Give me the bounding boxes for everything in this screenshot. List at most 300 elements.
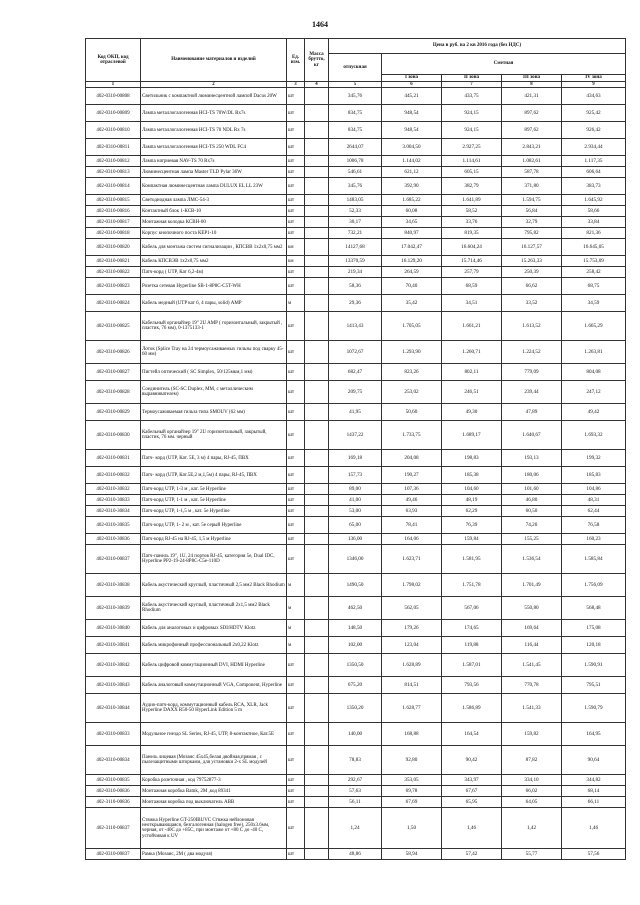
col-index: 8 — [502, 82, 562, 88]
cell-zone2-price: 2.927,25 — [442, 139, 502, 156]
cell-unit: шт — [287, 312, 305, 341]
cell-release-price: 292,67 — [329, 775, 382, 786]
table-row — [86, 797, 626, 808]
cell-mass — [305, 256, 329, 267]
cell-name: Лампа металлогалогенная HCI-TS 70 NDL Rx 7s — [141, 122, 287, 139]
cell-zone4-price: 568,48 — [562, 597, 626, 620]
cell-code: 402-0310-30841 — [86, 637, 141, 654]
cell-name: Лампа металлогалогенная HCI-TS 250 WDL FC4 — [141, 139, 287, 156]
cell-zone1-price: 107,36 — [382, 484, 442, 495]
cell-code: 402-0310-00834 — [86, 746, 141, 775]
cell-zone3-price: 334,10 — [502, 775, 562, 786]
cell-zone3-price: 250,39 — [502, 267, 562, 278]
cell-zone4-price: 344,82 — [562, 775, 626, 786]
cell-release-price: 102,00 — [329, 637, 382, 654]
cell-name: Патч- корд (UTP, Кат.5Е,2 м,1,5м) 4 пары, RJ-45, ПВХ — [141, 467, 287, 484]
table-row — [86, 517, 626, 534]
cell-name: Термоусаживаемая гильза типа SMOUV (62 мм) — [141, 404, 287, 421]
table-row — [86, 597, 626, 620]
cell-name: Кабель для монтажа систем сигнализации , КПСВВ 1х2х0,75 мм2 — [141, 239, 287, 256]
cell-mass — [305, 786, 329, 797]
cell-zone4-price: 1.693,32 — [562, 421, 626, 450]
table-row — [86, 404, 626, 421]
cell-unit: км — [287, 239, 305, 256]
cell-release-price: 1006,78 — [329, 156, 382, 167]
cell-zone1-price: 392,90 — [382, 178, 442, 195]
cell-release-price: 53,00 — [329, 506, 382, 517]
cell-zone4-price: 48,31 — [562, 495, 626, 506]
cell-mass — [305, 122, 329, 139]
cell-zone1-price: 253,02 — [382, 381, 442, 404]
cell-code: 402-0310-00832 — [86, 467, 141, 484]
cell-unit: м — [287, 574, 305, 597]
table-row — [86, 654, 626, 677]
cell-mass — [305, 495, 329, 506]
cell-zone2-price: 1.114,61 — [442, 156, 502, 167]
cell-zone4-price: 2.934,44 — [562, 139, 626, 156]
cell-zone3-price: 101,60 — [502, 484, 562, 495]
table-row — [86, 637, 626, 654]
cell-zone1-price: 948,54 — [382, 105, 442, 122]
cell-zone1-price: 621,12 — [382, 167, 442, 178]
cell-zone1-price: 123,04 — [382, 637, 442, 654]
cell-zone1-price: 168,88 — [382, 723, 442, 746]
cell-zone3-price: 1.640,67 — [502, 421, 562, 450]
cell-zone4-price: 1,46 — [562, 808, 626, 849]
cell-code: 402-0310-30842 — [86, 654, 141, 677]
cell-release-price: 48,86 — [329, 849, 382, 860]
cell-name: Патч- корд (UTP, Кат. 5Е, 3 м) 4 пары, RJ-45, ПВХ — [141, 450, 287, 467]
cell-zone1-price: 34,65 — [382, 217, 442, 228]
cell-release-price: 546,61 — [329, 167, 382, 178]
table-row — [86, 775, 626, 786]
cell-zone2-price: 1.689,17 — [442, 421, 502, 450]
cell-zone2-price: 15.714,46 — [442, 256, 502, 267]
cell-zone1-price: 1.628,77 — [382, 694, 442, 723]
cell-zone3-price: 47,89 — [502, 404, 562, 421]
cell-release-price: 1072,67 — [329, 341, 382, 364]
table-row — [86, 88, 626, 105]
cell-zone3-price: 897,62 — [502, 122, 562, 139]
cell-release-price: 30,17 — [329, 217, 382, 228]
cell-mass — [305, 105, 329, 122]
cell-zone3-price: 155,25 — [502, 534, 562, 545]
cell-zone3-price: 371,80 — [502, 178, 562, 195]
cell-zone1-price: 1.798,02 — [382, 574, 442, 597]
cell-zone1-price: 16.129,20 — [382, 256, 442, 267]
cell-release-price: 1413,43 — [329, 312, 382, 341]
cell-zone2-price: 1,46 — [442, 808, 502, 849]
cell-zone2-price: 90,42 — [442, 746, 502, 775]
cell-name: Светодиодная лампа ЛМС-54-3 — [141, 195, 287, 206]
cell-code: 402-3110-00837 — [86, 808, 141, 849]
cell-unit: шт — [287, 495, 305, 506]
col-index: 4 — [305, 82, 329, 88]
cell-name: Патч-корд ( UTP, Кат 6,2-4м) — [141, 267, 287, 278]
cell-mass — [305, 267, 329, 278]
cell-code: 402-0310-30840 — [86, 620, 141, 637]
table-row — [86, 450, 626, 467]
cell-zone3-price: 421,31 — [502, 88, 562, 105]
table-row — [86, 139, 626, 156]
cell-mass — [305, 278, 329, 295]
cell-name: Рамка (Мозаис, 2М ( два модуля) — [141, 849, 287, 860]
cell-release-price: 29,36 — [329, 295, 382, 312]
cell-release-price: 57,63 — [329, 786, 382, 797]
cell-unit: шт — [287, 654, 305, 677]
header-code: Код ОКП, код отраслевой — [86, 39, 141, 82]
cell-zone1-price: 70,40 — [382, 278, 442, 295]
cell-zone1-price: 264,59 — [382, 267, 442, 278]
cell-zone4-price: 58,66 — [562, 206, 626, 217]
cell-zone2-price: 164,54 — [442, 723, 502, 746]
cell-zone3-price: 66,02 — [502, 786, 562, 797]
cell-name: Аудио-патч-корд, коммутационный кабель RCA, XLR, Jack Hyperline DAXX R50-50 HyperLink Edition 5 m — [141, 694, 287, 723]
table-row — [86, 534, 626, 545]
cell-zone3-price: 897,62 — [502, 105, 562, 122]
cell-zone1-price: 948,54 — [382, 122, 442, 139]
cell-code: 402-0310-00818 — [86, 228, 141, 239]
cell-zone3-price: 15.263,33 — [502, 256, 562, 267]
cell-unit: шт — [287, 786, 305, 797]
cell-unit: м — [287, 597, 305, 620]
cell-unit: шт — [287, 156, 305, 167]
cell-release-price: 65,00 — [329, 517, 382, 534]
cell-mass — [305, 341, 329, 364]
cell-zone1-price: 445,21 — [382, 88, 442, 105]
cell-release-price: 219,34 — [329, 267, 382, 278]
cell-mass — [305, 139, 329, 156]
cell-release-price: 14127,68 — [329, 239, 382, 256]
cell-zone3-price: 1.594,75 — [502, 195, 562, 206]
cell-name: Соединитель (SC-SC Duplex, ММ, с металлическим выравнивателем) — [141, 381, 287, 404]
cell-mass — [305, 534, 329, 545]
cell-zone3-price: 56,84 — [502, 206, 562, 217]
cell-zone3-price: 1.541,45 — [502, 654, 562, 677]
cell-code: 402-0310-30832 — [86, 484, 141, 495]
cell-release-price: 2644,07 — [329, 139, 382, 156]
cell-code: 402-0310-30844 — [86, 694, 141, 723]
cell-zone2-price: 382,79 — [442, 178, 502, 195]
table-row — [86, 677, 626, 694]
cell-zone4-price: 1.756,09 — [562, 574, 626, 597]
cell-zone3-price: 779,09 — [502, 364, 562, 381]
cell-unit: шт — [287, 122, 305, 139]
cell-code: 402-0310-30843 — [86, 677, 141, 694]
cell-mass — [305, 156, 329, 167]
cell-name: Монтажная коробка Batnk, 2M ,код 89341 — [141, 786, 287, 797]
cell-unit: шт — [287, 534, 305, 545]
table-row — [86, 484, 626, 495]
cell-zone4-price: 160,23 — [562, 534, 626, 545]
cell-unit: шт — [287, 206, 305, 217]
cell-name: Модульное гнездо SL Series, RJ-45, UTP, 8-контактное, Кат.5E — [141, 723, 287, 746]
cell-release-price: 345,76 — [329, 178, 382, 195]
cell-code: 402-0310-30835 — [86, 517, 141, 534]
cell-name: Патч-корд UTP, 1- 2 м , кат. 5е серый Hyperline — [141, 517, 287, 534]
table-row — [86, 217, 626, 228]
header-zone3: III зона — [502, 75, 562, 82]
cell-name: Корпус кнопочного поста КЕР1-10 — [141, 228, 287, 239]
cell-unit: шт — [287, 341, 305, 364]
cell-release-price: 682,47 — [329, 364, 382, 381]
cell-zone1-price: 17.042,47 — [382, 239, 442, 256]
cell-zone1-price: 49,46 — [382, 495, 442, 506]
cell-zone4-price: 258,42 — [562, 267, 626, 278]
table-row — [86, 506, 626, 517]
cell-unit: шт — [287, 421, 305, 450]
cell-zone2-price: 793,56 — [442, 677, 502, 694]
price-table — [85, 38, 626, 860]
cell-mass — [305, 775, 329, 786]
cell-unit: шт — [287, 808, 305, 849]
cell-zone1-price: 67,69 — [382, 797, 442, 808]
cell-unit: шт — [287, 484, 305, 495]
table-row — [86, 364, 626, 381]
cell-name: Кабель аналоговый коммутационный VGA, Component, Hyperline — [141, 677, 287, 694]
cell-zone2-price: 119,88 — [442, 637, 502, 654]
cell-name: Кабель микрофонный профессиональный 2х0,22 Klotz — [141, 637, 287, 654]
cell-zone1-price: 1.685,22 — [382, 195, 442, 206]
cell-zone2-price: 62,29 — [442, 506, 502, 517]
cell-release-price: 56,11 — [329, 797, 382, 808]
cell-unit: м — [287, 637, 305, 654]
cell-name: Лоток (Splice Tray на 24 термоусаживаемых гильзы под сварку 45-60 мм) — [141, 341, 287, 364]
header-zone2: II зона — [442, 75, 502, 82]
header-estimate: Сметная — [382, 54, 626, 75]
cell-zone1-price: 1.144,02 — [382, 156, 442, 167]
cell-name: Компактная люминесцентная лампа DULUX EL LL 23W — [141, 178, 287, 195]
cell-zone2-price: 67,67 — [442, 786, 502, 797]
table-row — [86, 267, 626, 278]
cell-unit: шт — [287, 797, 305, 808]
cell-zone2-price: 49,30 — [442, 404, 502, 421]
cell-code: 402-0310-30838 — [86, 574, 141, 597]
cell-zone2-price: 567,06 — [442, 597, 502, 620]
cell-code: 402-0310-30833 — [86, 495, 141, 506]
cell-mass — [305, 574, 329, 597]
cell-zone4-price: 925,42 — [562, 105, 626, 122]
table-row — [86, 256, 626, 267]
cell-zone4-price: 1.263,81 — [562, 341, 626, 364]
cell-mass — [305, 484, 329, 495]
table-row — [86, 849, 626, 860]
cell-zone2-price: 1.751,78 — [442, 574, 502, 597]
cell-unit: шт — [287, 278, 305, 295]
cell-name: Патч-корд UTP, 1-1,5 м , кат. 5е Hyperline — [141, 506, 287, 517]
cell-zone3-price: 159,82 — [502, 723, 562, 746]
table-row — [86, 122, 626, 139]
cell-release-price: 41,00 — [329, 495, 382, 506]
cell-zone4-price: 62,44 — [562, 506, 626, 517]
header-release: отпускная — [329, 54, 382, 82]
cell-release-price: 78,83 — [329, 746, 382, 775]
header-zone4: IV зона — [562, 75, 626, 82]
cell-zone4-price: 606,64 — [562, 167, 626, 178]
cell-zone3-price: 169,64 — [502, 620, 562, 637]
cell-zone3-price: 32,79 — [502, 217, 562, 228]
cell-zone2-price: 1.581,95 — [442, 545, 502, 574]
cell-zone2-price: 802,11 — [442, 364, 502, 381]
cell-code: 402-0310-00823 — [86, 278, 141, 295]
cell-zone4-price: 247,12 — [562, 381, 626, 404]
cell-code: 402-0310-00808 — [86, 88, 141, 105]
cell-mass — [305, 421, 329, 450]
cell-zone3-price: 33,52 — [502, 295, 562, 312]
cell-mass — [305, 404, 329, 421]
cell-zone1-price: 1.623,71 — [382, 545, 442, 574]
cell-mass — [305, 381, 329, 404]
cell-zone4-price: 34,59 — [562, 295, 626, 312]
cell-code: 402-0310-00830 — [86, 421, 141, 450]
cell-unit: шт — [287, 228, 305, 239]
cell-zone4-price: 199,32 — [562, 450, 626, 467]
cell-name: Патч-панель 19", 1U, 24 портов RJ-45, категория 5e, Dual IDC, Hyperline PP2-19-24-8P8C-C5e-110D — [141, 545, 287, 574]
cell-zone2-price: 257,79 — [442, 267, 502, 278]
cell-unit: шт — [287, 88, 305, 105]
cell-zone3-price: 1.701,49 — [502, 574, 562, 597]
cell-zone1-price: 562,05 — [382, 597, 442, 620]
col-index: 2 — [141, 82, 287, 88]
cell-zone3-price: 1.541,33 — [502, 694, 562, 723]
cell-unit: шт — [287, 217, 305, 228]
cell-name: Кабель цифровой коммутационный DVI, HDMI Hyperline — [141, 654, 287, 677]
cell-release-price: 13370,59 — [329, 256, 382, 267]
cell-zone4-price: 1.645,92 — [562, 195, 626, 206]
cell-zone2-price: 76,39 — [442, 517, 502, 534]
cell-zone3-price: 74,20 — [502, 517, 562, 534]
cell-name: Кабель акустический круглый, пластичный 2х1,5 мм2 Black Rhodium — [141, 597, 287, 620]
cell-unit: шт — [287, 467, 305, 484]
col-index: 9 — [562, 82, 626, 88]
header-zone1: I зона — [382, 75, 442, 82]
cell-name: Кабель КПСВЭВ 1х2х0,75 мм2 — [141, 256, 287, 267]
cell-code: 402-0310-00837 — [86, 545, 141, 574]
cell-zone4-price: 185,83 — [562, 467, 626, 484]
cell-mass — [305, 178, 329, 195]
cell-name: Кабель медный (UTP кат 6, 4 пары, solid) AMP — [141, 295, 287, 312]
cell-zone1-price: 823,26 — [382, 364, 442, 381]
cell-release-price: 1350,20 — [329, 694, 382, 723]
cell-release-price: 148,50 — [329, 620, 382, 637]
cell-mass — [305, 517, 329, 534]
cell-code: 402-0310-00826 — [86, 341, 141, 364]
table-row — [86, 206, 626, 217]
cell-zone4-price: 926,42 — [562, 122, 626, 139]
cell-release-price: 675,20 — [329, 677, 382, 694]
cell-zone2-price: 1.260,71 — [442, 341, 502, 364]
cell-code: 402-0310-30836 — [86, 534, 141, 545]
cell-zone2-price: 198,83 — [442, 450, 502, 467]
cell-zone1-price: 92,80 — [382, 746, 442, 775]
cell-zone4-price: 804,08 — [562, 364, 626, 381]
cell-zone4-price: 68,14 — [562, 786, 626, 797]
cell-zone4-price: 175,08 — [562, 620, 626, 637]
cell-release-price: 1346,00 — [329, 545, 382, 574]
cell-release-price: 140,00 — [329, 723, 382, 746]
cell-mass — [305, 467, 329, 484]
cell-zone1-price: 1.733,75 — [382, 421, 442, 450]
cell-zone3-price: 87,82 — [502, 746, 562, 775]
cell-zone2-price: 1.586,89 — [442, 694, 502, 723]
cell-zone3-price: 16.127,57 — [502, 239, 562, 256]
cell-name: Кабель акустический круглый, пластичный 2,5 мм2 Black Rhodium — [141, 574, 287, 597]
cell-mass — [305, 620, 329, 637]
cell-mass — [305, 195, 329, 206]
cell-code: 402-0310-00837 — [86, 849, 141, 860]
cell-code: 402-0310-00827 — [86, 364, 141, 381]
cell-zone1-price: 3.004,50 — [382, 139, 442, 156]
cell-zone4-price: 383,73 — [562, 178, 626, 195]
cell-zone2-price: 159,84 — [442, 534, 502, 545]
cell-code: 402-0310-30834 — [86, 506, 141, 517]
cell-zone2-price: 33,76 — [442, 217, 502, 228]
table-row — [86, 467, 626, 484]
cell-name: Кабельный органайзер 19" 2U AMP ( горизонтальный, закрытый , пластик, 76 мм), 0-1375133-1 — [141, 312, 287, 341]
cell-mass — [305, 506, 329, 517]
table-row — [86, 278, 626, 295]
table-row — [86, 694, 626, 723]
cell-release-price: 345,76 — [329, 88, 382, 105]
cell-code: 402-0310-00814 — [86, 178, 141, 195]
cell-zone2-price: 58,52 — [442, 206, 502, 217]
cell-code: 402-0310-00835 — [86, 775, 141, 786]
cell-unit: шт — [287, 167, 305, 178]
cell-zone2-price: 68,59 — [442, 278, 502, 295]
cell-release-price: 462,50 — [329, 597, 382, 620]
table-row — [86, 495, 626, 506]
cell-code: 402-0310-00813 — [86, 167, 141, 178]
table-row — [86, 167, 626, 178]
cell-mass — [305, 746, 329, 775]
cell-zone3-price: 770,78 — [502, 677, 562, 694]
cell-zone3-price: 116,44 — [502, 637, 562, 654]
cell-zone4-price: 1.590,91 — [562, 654, 626, 677]
table-row — [86, 239, 626, 256]
cell-zone2-price: 48,19 — [442, 495, 502, 506]
cell-unit: шт — [287, 178, 305, 195]
cell-zone3-price: 2.843,21 — [502, 139, 562, 156]
cell-name: Коробка розеточная , код 79752877-3 — [141, 775, 287, 786]
cell-zone2-price: 605,15 — [442, 167, 502, 178]
cell-zone4-price: 1.585,84 — [562, 545, 626, 574]
cell-release-price: 732,21 — [329, 228, 382, 239]
cell-name: Кабель для аналоговых и цифровых SDI/HDTV Klotz — [141, 620, 287, 637]
cell-name: Монтажная колодка КСВН-00 — [141, 217, 287, 228]
cell-release-price: 834,75 — [329, 105, 382, 122]
cell-unit: м — [287, 620, 305, 637]
cell-zone3-price: 1,42 — [502, 808, 562, 849]
cell-zone4-price: 16.645,05 — [562, 239, 626, 256]
cell-unit: шт — [287, 381, 305, 404]
cell-mass — [305, 217, 329, 228]
cell-name: Стяжка Hyperline GT-250IBUVC Стяжка нейлоновая неоткрывающаяся, безгалогенная (halogen free), 250х3.6мм, черная, от -40С до +85С, при монтаже от +80 С до -40 С, устойчивая к UV — [141, 808, 287, 849]
header-prices-title: Цена в руб. на 2 кв 2016 года (без НДС) — [329, 39, 626, 54]
cell-zone1-price: 1.705,05 — [382, 312, 442, 341]
table-row — [86, 545, 626, 574]
cell-zone3-price: 795,82 — [502, 228, 562, 239]
cell-unit: м — [287, 295, 305, 312]
cell-zone3-price: 1.082,61 — [502, 156, 562, 167]
cell-mass — [305, 545, 329, 574]
cell-zone1-price: 78,41 — [382, 517, 442, 534]
cell-zone4-price: 49,42 — [562, 404, 626, 421]
cell-release-price: 1350,50 — [329, 654, 382, 677]
header-unit: Ед. изм. — [287, 39, 305, 82]
header-mass: Масса брутто, кг — [305, 39, 329, 82]
cell-unit: шт — [287, 746, 305, 775]
table-body — [86, 88, 626, 860]
